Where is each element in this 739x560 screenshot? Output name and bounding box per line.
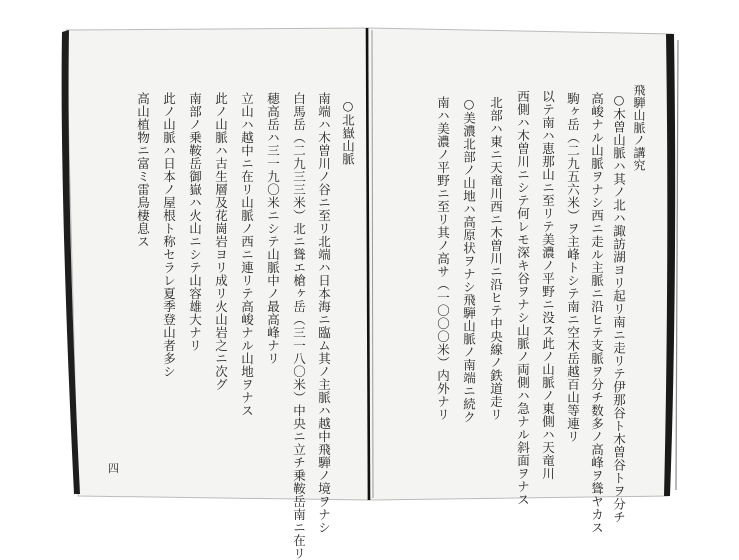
section-heading: ○北嶽山脈 bbox=[340, 98, 356, 166]
page-number: 四 bbox=[108, 462, 119, 475]
text-column: 高山植物ニ富ミ雷鳥棲息ス bbox=[135, 92, 151, 248]
text-column: ○美濃北部ノ山地ハ高原状ヲナシ飛騨山脈ノ南端ニ続ク bbox=[461, 96, 477, 424]
text-column: 西側ハ木曽川ニシテ何レモ深キ谷ヲナシ山脈ノ両側ハ急ナル斜面ヲナス bbox=[515, 90, 531, 506]
text-column: 北部ハ東ニ天竜川西ニ木曽川ニ沿ヒテ中央線ノ鉄道走リ bbox=[488, 96, 504, 421]
text-column: 此ノ山脈ハ古生層及花崗岩ヨリ成リ火山岩之ニ次グ bbox=[213, 92, 229, 391]
text-column: 穂高岳ハ三一九〇米ニシテ山脈中ノ最高峰ナリ bbox=[265, 92, 281, 365]
text-column: 南端ハ木曽川ノ谷ニ至リ北端ハ日本海ニ臨ム其ノ主脈ハ越中飛騨ノ境ヲナシ bbox=[316, 92, 332, 534]
text-column: 駒ヶ岳（二九五六米）ヲ主峰トシテ南ニ空木岳越百山等連リ bbox=[565, 92, 581, 443]
text-column: 此ノ山脈ハ日本ノ屋根ト称セラレ夏季登山者多シ bbox=[161, 92, 177, 378]
text-column: 立山ハ越中ニ在リ山脈ノ西ニ連リテ高峻ナル山地ヲナス bbox=[239, 92, 255, 417]
text-column: 南部ノ乗鞍岳御嶽ハ火山ニシテ山容雄大ナリ bbox=[187, 92, 203, 352]
text-column: 以テ南ハ恵那山ニ至リテ美濃ノ平野ニ没ス此ノ山脈ノ東側ハ天竜川 bbox=[540, 90, 556, 480]
text-column: 高峻ナル山脈ヲナシ西ニ走ル主脈ニ沿ヒテ支脈ヲ分チ数多ノ高峰ヲ聳ヤカス bbox=[589, 92, 605, 534]
text-column: 南ハ美濃ノ平野ニ至リ其ノ高サ（一〇〇〇米）内外ナリ bbox=[435, 96, 451, 421]
right-edge-shadow bbox=[676, 40, 678, 490]
text-column: ○木曽山脈ハ其ノ北ハ諏訪湖ヨリ起リ南ニ走リテ伊那谷ト木曽谷トヲ分チ bbox=[611, 92, 627, 524]
page-heading: 飛騨山脈ノ講究 bbox=[632, 84, 646, 172]
text-column: 白馬岳（二九三三米）北ニ聳エ槍ヶ岳（三一八〇米）中央ニ立チ乗鞍岳南ニ在リ bbox=[291, 92, 307, 560]
